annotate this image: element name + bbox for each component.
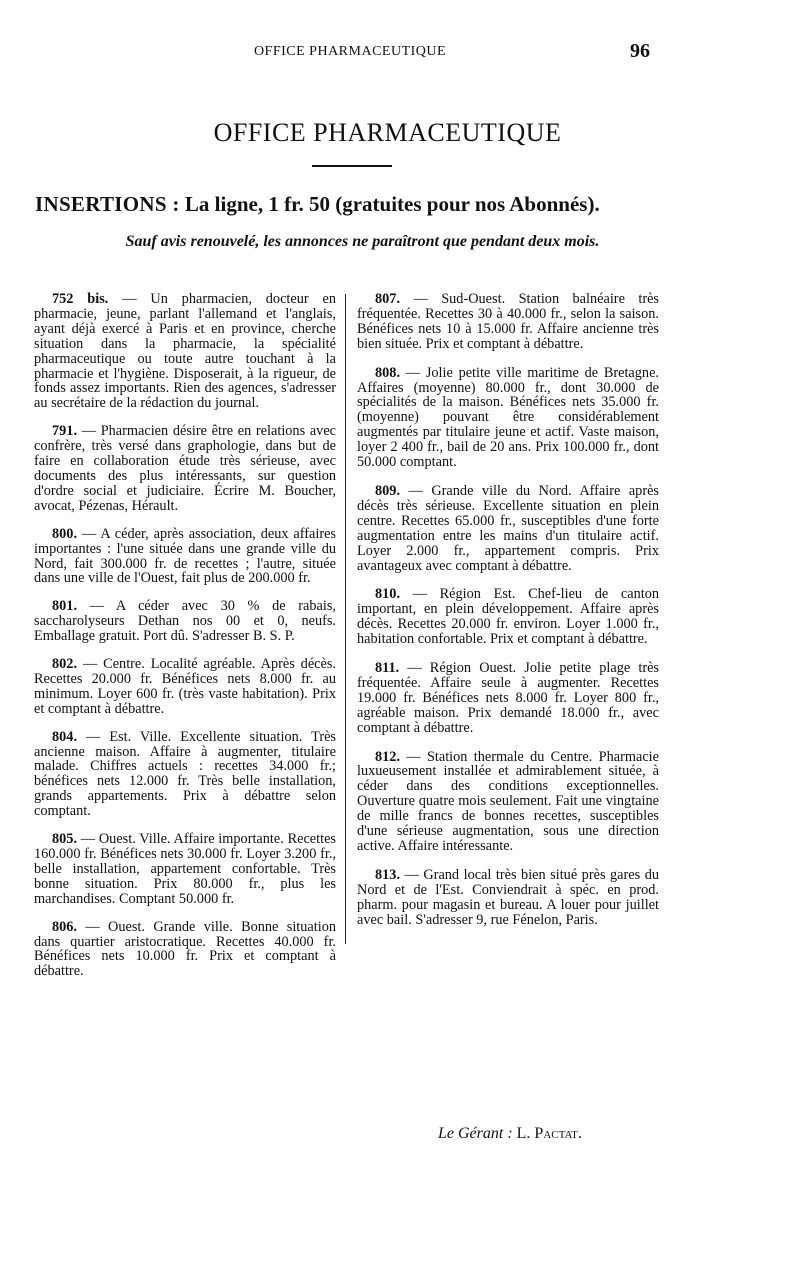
ad-number: 813. [375,866,401,883]
signature-label: Le Gérant : [438,1125,513,1142]
classified-ad [34,424,336,513]
ad-text: — Ouest. Grande ville. Bonne situation dans quartier aristocratique. Recettes 40.000 fr. Bénéfices nets 10.000 fr. Prix et comptant à débattre. [34,918,336,980]
ad-text: — Région Est. Chef-lieu de canton important, en plein développement. Affaire après décès. Recettes 20.000 fr. environ. Loyer 1.000 fr., habitation confortable. Prix et comptant à débattre. [357,586,659,648]
classified-ad [357,484,659,573]
ad-number: 812. [375,748,401,765]
classified-ad [34,730,336,819]
insertions-label: INSERTIONS : [35,192,180,216]
classified-ad [357,587,659,647]
title-rule [312,165,392,167]
ad-number: 806. [52,918,78,935]
signature-name: L. Pactat. [516,1125,582,1142]
insertions-rate-line [35,192,715,217]
column-divider [345,294,346,944]
ad-number: 811. [375,660,400,677]
classified-ad [34,599,336,644]
signature-line [438,1125,582,1143]
ads-column-left [34,292,336,992]
renewal-notice: Sauf avis renouvelé, les annonces ne paraîtront que pendant deux mois. [125,233,600,250]
ad-number: 810. [375,586,401,603]
classified-ad [357,366,659,470]
ad-number: 791. [52,423,78,440]
classified-ad [34,292,336,411]
ad-text: — Centre. Localité agréable. Après décès. Recettes 20.000 fr. Bénéfices nets 8.000 fr. au minimum. Loyer 600 fr. (très vaste habitation). Prix et comptant à débattre. [34,656,336,717]
classified-ad [357,750,659,854]
ad-number: 805. [52,831,78,848]
ad-text: — Sud-Ouest. Station balnéaire très fréquentée. Recettes 30 à 40.000 fr., selon la saison. Bénéfices nets 10 à 15.000 fr. Affaire ancienne très bien située. Prix et comptant à débattre. [357,291,659,352]
ads-column-right [357,292,659,942]
classified-ad [357,661,659,736]
classified-ad [357,292,659,352]
ad-number: 801. [52,598,78,615]
ad-text: — Est. Ville. Excellente situation. Très ancienne maison. Affaire à augmenter, titulaire malade. Chiffres actuels : recettes 34.000 fr.; bénéfices nets 12.000 fr. Très belle installation, grands appartements. Prix à débattre selon comptant. [34,728,336,820]
ad-text: — Pharmacien désire être en relations avec confrère, très versé dans graphologie, dans but de faire en collaboration étude très sérieuse, avec documents des plus intéressants, sur question d'ordre social et judiciaire. Écrire M. Boucher, avocat, Pézenas, Hérault. [34,423,337,514]
page-title: OFFICE PHARMACEUTIQUE [213,118,562,147]
classified-ad [34,920,336,980]
ad-text: — Un pharmacien, docteur en pharmacie, jeune, parlant l'allemand et l'anglais, ayant déjà exercé à Paris et en province, cherche situation dans la pharmacie, la spécialité pharmaceutique ou toute autre touchant à la pharmacie et l'hygiène. Disposerait, à la rigueur, de fonds assez importants. Rien des agences, s'adresser au secrétaire de la rédaction du journal. [34,291,336,412]
page-number: 96 [630,40,650,62]
ad-text: — Ouest. Ville. Affaire importante. Recettes 160.000 fr. Bénéfices nets 30.000 fr. Loyer 3.200 fr., belle installation, appartement confortable. Très bonne situation. Prix 80.000 fr., plus les marchandises. Comptant 50.000 fr. [34,831,336,907]
ad-text: — Jolie petite ville maritime de Bretagne. Affaires (moyenne) 80.000 fr., dont 30.000 de spécialités de la maison. Bénéfices nets 35.000 fr. (moyenne) pouvant être considérablement augmentés par titulaire jeune et actif. Vaste maison, loyer 2 400 fr., bail de 20 ans. Prix 100.000 fr., dont 50.000 comptant. [357,364,659,471]
ad-number: 800. [52,525,78,542]
classified-ad [357,868,659,928]
classified-ad [34,832,336,907]
ad-text: — A céder, après association, deux affaires importantes : l'une située dans une grande ville du Nord, fait 300.000 fr. de recettes ; l'autre, située dans une ville de l'Ouest, fait plus de 200.000 fr. [34,525,336,587]
ad-text: — Grande ville du Nord. Affaire après décès très sérieuse. Excellente situation en plein centre. Recettes 65.000 fr., susceptibles d'une forte augmentation entre les mains d'un titulaire actif. Loyer 2.000 fr., appartement compris. Prix avantageux avec comptant à débattre. [357,482,660,574]
ad-text: — Région Ouest. Jolie petite plage très fréquentée. Affaire seule à augmenter. Recettes 19.000 fr. Bénéfices nets 8.000 fr. Loyer 800 fr., agréable maison. Prix demandé 18.000 fr., avec comptant à débattre. [357,660,659,736]
insertions-rate: La ligne, 1 fr. 50 (gratuites pour nos Abonnés). [184,192,600,216]
ad-number: 804. [52,728,78,745]
ad-text: — A céder avec 30 % de rabais, saccharolyseurs Dethan nos 00 et 0, neufs. Emballage gratuit. Port dû. S'adresser B. S. P. [34,598,336,645]
ad-number: 809. [375,482,401,499]
ad-text: — Grand local très bien situé près gares du Nord et de l'Est. Conviendrait à spéc. en prod. pharm. pour magasin et bureau. A louer pour juillet avec bail. S'adresser 9, rue Fénelon, Paris. [357,866,659,928]
ad-text: — Station thermale du Centre. Pharmacie luxueusement installée et admirablement située, à céder dans des conditions exceptionnelles. Ouverture quatre mois seulement. Fait une vingtaine de mille francs de bonnes recettes, susceptibles d'une sérieuse augmentation, sous une direction active. Affaire intéressante. [357,748,659,854]
ad-number: 752 bis. [52,291,109,307]
classified-ad [34,527,336,587]
running-header-title: OFFICE PHARMACEUTIQUE [253,44,447,59]
ad-number: 802. [52,656,78,673]
ad-number: 808. [375,364,401,381]
ad-number: 807. [375,291,401,307]
classified-ad [34,657,336,717]
